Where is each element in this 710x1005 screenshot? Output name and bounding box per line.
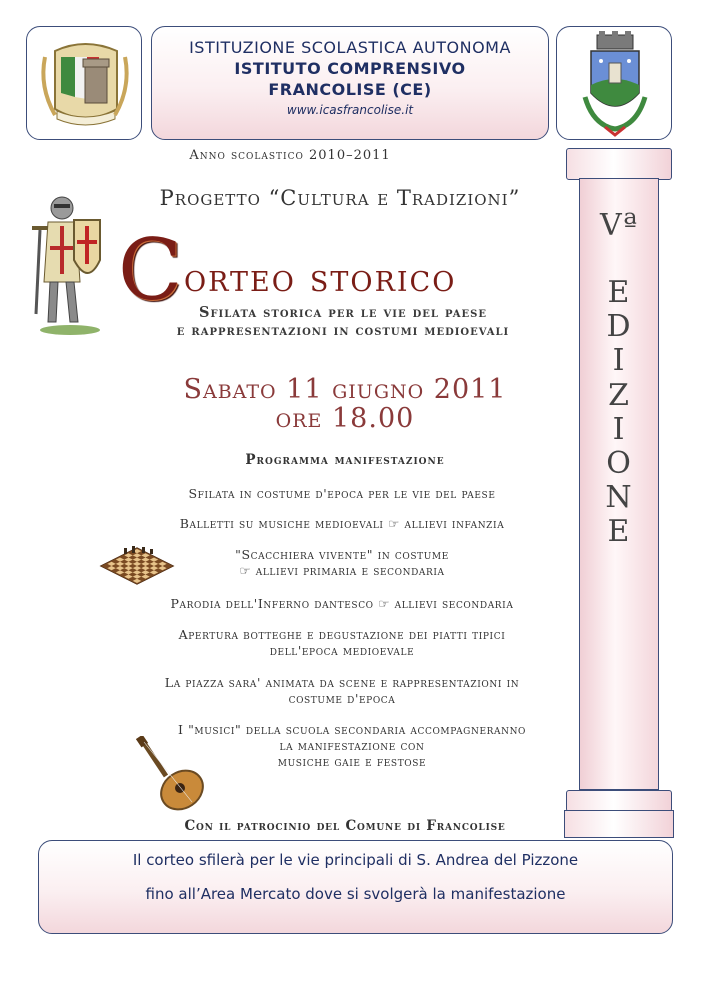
edition-number: Vª xyxy=(600,208,638,243)
school-header xyxy=(151,26,549,140)
program-item xyxy=(100,675,584,707)
column-plinth xyxy=(564,810,674,838)
program-item-line: "Scacchiera vivente" in costume xyxy=(235,547,449,562)
header-line-3: FRANCOLISE (CE) xyxy=(268,80,432,99)
program-item-line: la manifestazione con xyxy=(279,738,425,753)
header-line-2: ISTITUTO COMPRENSIVO xyxy=(234,59,466,78)
program-title: Programma manifestazione xyxy=(245,452,445,468)
column-base xyxy=(566,790,672,812)
program-item-line: dell'epoca medioevale xyxy=(269,643,415,658)
decorative-column xyxy=(566,148,672,838)
school-crest-icon xyxy=(27,27,143,141)
program-item-line: Parodia dell'Inferno dantesco ☞ allievi secondaria xyxy=(170,596,514,611)
school-year: Anno scolastico 2010–2011 xyxy=(189,148,391,163)
program-item-line: costume d'epoca xyxy=(288,691,396,706)
chessboard-icon xyxy=(96,540,178,592)
title-initial: C xyxy=(118,221,183,319)
program-item xyxy=(100,596,584,612)
subtitle-line-2: e rappresentazioni in costumi medioevali xyxy=(176,322,510,339)
header-line-1: ISTITUZIONE SCOLASTICA AUTONOMA xyxy=(189,38,511,57)
mandolin-icon xyxy=(136,736,210,812)
edition-letter: E xyxy=(607,514,631,550)
header-website: www.icasfrancolise.it xyxy=(286,103,414,117)
program-item xyxy=(100,486,584,502)
sponsor-line: Con il patrocinio del Comune di Francolise xyxy=(184,818,506,834)
edition-letter: Z xyxy=(608,377,630,413)
town-crest-box xyxy=(556,26,672,140)
program-item-line: La piazza sara' animata da scene e rappresentazioni in xyxy=(164,675,520,690)
edition-letter: O xyxy=(606,446,632,482)
subtitle-line-1: Sfilata storica per le vie del paese xyxy=(198,304,488,321)
program-item-line: Sfilata in costume d'epoca per le vie del paese xyxy=(188,486,496,501)
footer-line-1: Il corteo sfilerà per le vie principali di S. Andrea del Pizzone xyxy=(132,851,579,869)
knight-icon xyxy=(30,190,110,338)
program-item-line: I "musici" della scuola secondaria accompagneranno xyxy=(177,722,527,737)
program-item-line: ☞ allievi primaria e secondaria xyxy=(239,563,445,578)
event-time: ore 18.00 xyxy=(275,403,415,434)
edition-letter: N xyxy=(605,480,633,516)
program-item xyxy=(100,516,584,532)
edition-letter: I xyxy=(612,411,626,447)
municipal-coat-of-arms-icon xyxy=(557,27,673,141)
project-title: Progetto “Cultura e Tradizioni” xyxy=(159,186,521,210)
event-date: Sabato 11 giugno 2011 xyxy=(183,374,507,405)
footer-line-2: fino all’Area Mercato dove si svolgerà la manifestazione xyxy=(145,885,566,903)
edition-letter: D xyxy=(606,309,632,345)
program-item-line: Balletti su musiche medioevali ☞ allievi infanzia xyxy=(179,516,505,531)
title-rest: orteo storico xyxy=(184,256,457,300)
program-item-line: musiche gaie e festose xyxy=(277,754,427,769)
school-logo-box xyxy=(26,26,142,140)
program-item xyxy=(100,627,584,659)
edition-letter: E xyxy=(607,275,631,310)
program-item-line: Apertura botteghe e degustazione dei piatti tipici xyxy=(178,627,506,642)
footer-note xyxy=(38,840,673,934)
edition-letter: I xyxy=(612,343,626,379)
edition-word xyxy=(579,276,659,550)
column-capital xyxy=(566,148,672,180)
